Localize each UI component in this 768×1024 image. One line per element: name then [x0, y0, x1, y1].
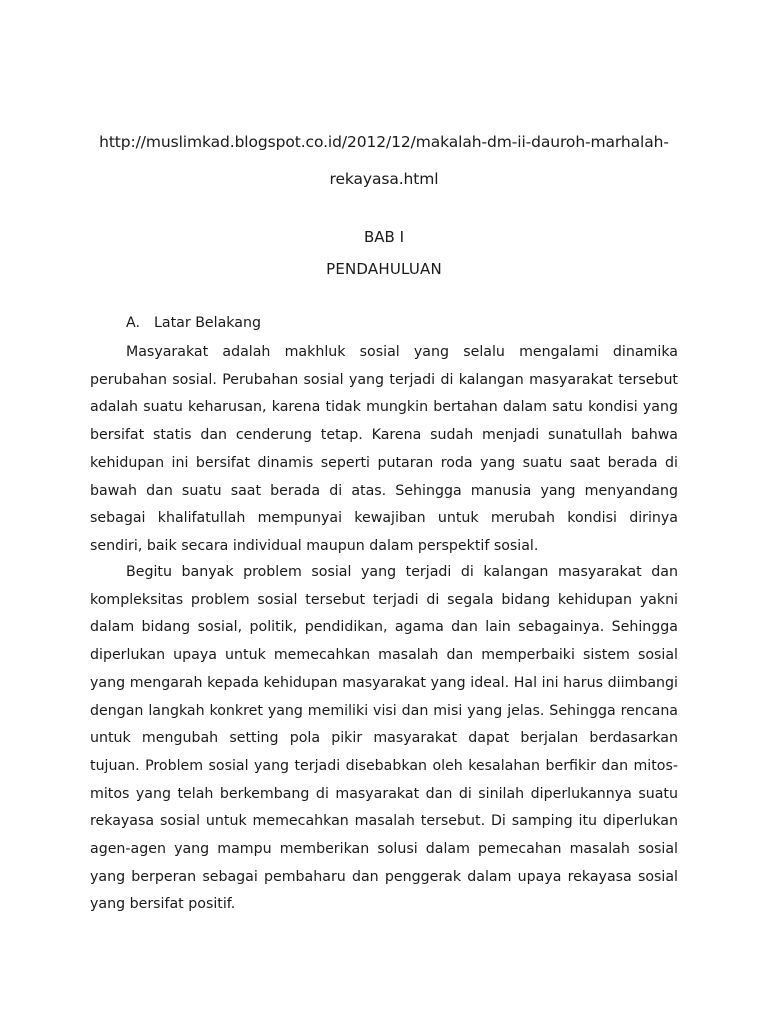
source-url: http://muslimkad.blogspot.co.id/2012/12/makalah-dm-ii-dauroh-marhalah-rekayasa.html	[99, 133, 669, 188]
section-heading	[126, 315, 261, 331]
chapter-number: BAB I	[363, 228, 405, 246]
section-letter: A.	[126, 315, 140, 331]
paragraph-1: Masyarakat adalah makhluk sosial yang selalu mengalami dinamika perubahan sosial. Perubahan sosial yang terjadi di kalangan masyarakat tersebut adalah suatu keharusan, karena tidak mungkin bertahan dalam satu kondisi yang bersifat statis dan cenderung tetap. Karena sudah menjadi sunatullah bahwa kehidupan ini bersifat dinamis seperti putaran roda yang suatu saat berada di bawah dan suatu saat berada di atas. Sehingga manusia yang menyandang sebagai khalifatullah mempunyai kewajiban untuk merubah kondisi dirinya sendiri, baik secara individual maupun dalam perspektif sosial.	[90, 344, 678, 554]
paragraph-2: Begitu banyak problem sosial yang terjadi di kalangan masyarakat dan kompleksitas problem sosial tersebut terjadi di segala bidang kehidupan yakni dalam bidang sosial, politik, pendidikan, agama dan lain sebagainya. Sehingga diperlukan upaya untuk memecahkan masalah dan memperbaiki sistem sosial yang mengarah kepada kehidupan masyarakat yang ideal. Hal ini harus diimbangi dengan langkah konkret yang memiliki visi dan misi yang jelas. Sehingga rencana untuk mengubah setting pola pikir masyarakat dapat berjalan berdasarkan tujuan. Problem sosial yang terjadi disebabkan oleh kesalahan berfikir dan mitos-mitos yang telah berkembang di masyarakat dan di sinilah diperlukannya suatu rekayasa sosial untuk memecahkan masalah tersebut. Di samping itu diperlukan agen-agen yang mampu memberikan solusi dalam pemecahan masalah sosial yang berperan sebagai pembaharu dan penggerak dalam upaya rekayasa sosial yang bersifat positif.	[90, 564, 678, 913]
section-title: Latar Belakang	[154, 315, 261, 331]
chapter-title: PENDAHULUAN	[326, 260, 442, 278]
